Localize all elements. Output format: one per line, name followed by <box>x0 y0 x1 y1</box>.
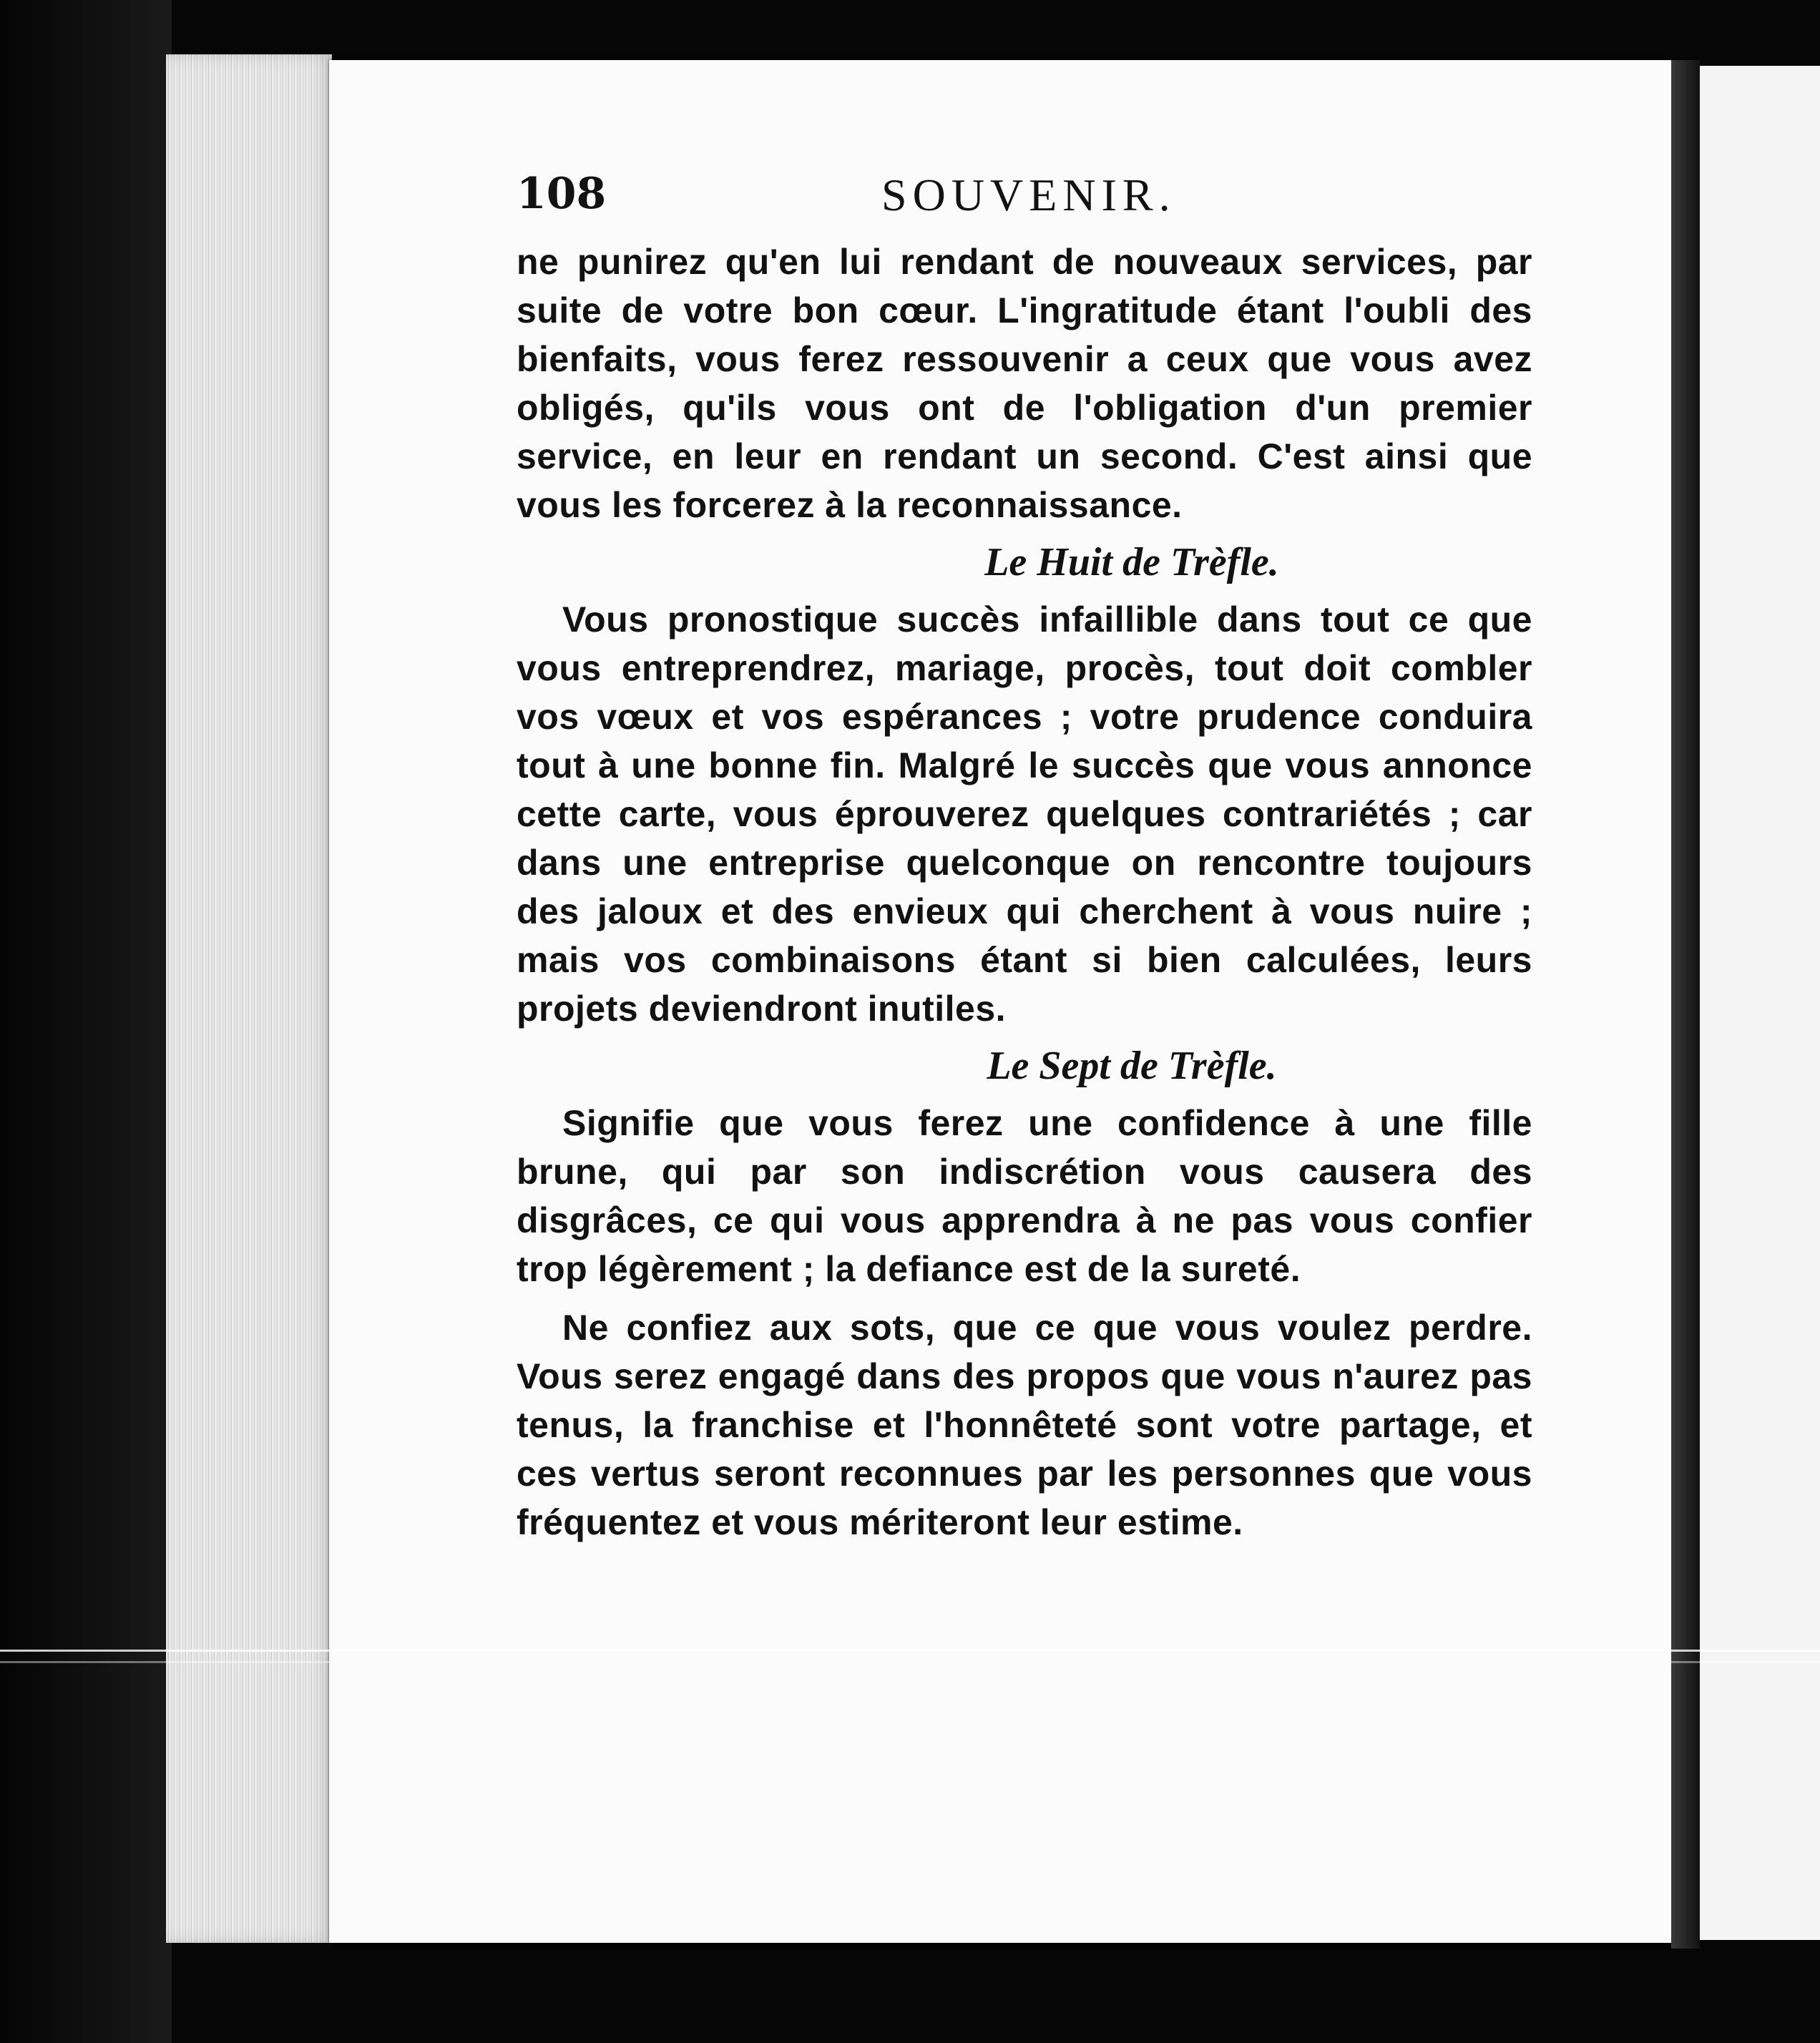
section-heading: Le Sept de Trèfle. <box>987 1044 1277 1088</box>
gutter-shadow <box>1671 60 1700 1949</box>
running-head <box>517 169 1532 237</box>
scan-line-artifact <box>0 1650 1820 1652</box>
section-heading: Le Huit de Trèfle. <box>984 540 1279 584</box>
facing-page-edge <box>1700 66 1820 1940</box>
paragraph: Ne confiez aux sots, que ce que vous voulez perdre. Vous serez engagé dans des propos que vous n'aurez pas tenus, la franchise et l'honnêteté sont votre partage, et ces vertus seront reconnues par les personnes que vous fréquentez et vous mériteront leur estime. <box>517 1308 1532 1542</box>
running-title: SOUVENIR. <box>881 170 1176 220</box>
paragraph: ne punirez qu'en lui rendant de nouveaux services, par suite de votre bon cœur. L'ingratitude étant l'oubli des bienfaits, vous ferez ressouvenir a ceux que vous avez obligés, qu'ils vous ont de l'obligation d'un premier service, en leur en rendant un second. C'est ainsi que vous les forcerez à la reconnaissance. <box>517 242 1532 525</box>
page-text <box>517 169 1532 1547</box>
paragraph: Signifie que vous ferez une confidence à une fille brune, qui par son indiscrétion vous causera des disgrâces, ce qui vous apprendra à ne pas vous confier trop légèrement ; la defiance est de la sureté. <box>517 1103 1532 1289</box>
book-binding <box>0 0 172 2043</box>
paragraph: Vous pronostique succès infaillible dans tout ce que vous entreprendrez, mariage, procès, tout doit combler vos vœux et vos espérances ; votre prudence conduira tout à une bonne fin. Malgré le succès que vous annonce cette carte, vous éprouverez quelques contrariétés ; car dans une entreprise quelconque on rencontre toujours des jaloux et des envieux qui cherchent à vous nuire ; mais vos combinaisons étant si bien calculées, leurs projets deviendront inutiles. <box>517 599 1532 1029</box>
page-edges <box>166 54 332 1943</box>
scan-line-artifact <box>0 1661 1820 1663</box>
page-number: 108 <box>517 169 607 219</box>
paragraph-gap <box>517 1293 1532 1303</box>
